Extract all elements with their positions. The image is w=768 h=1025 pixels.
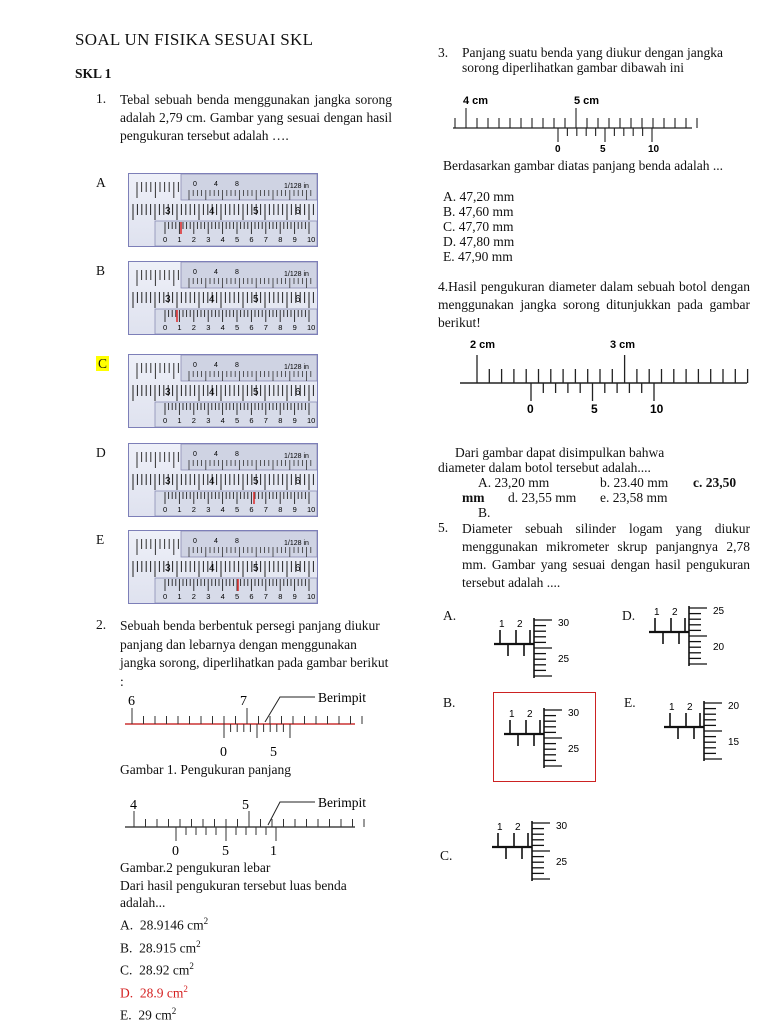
q4-option-c: c. 23,50 (693, 475, 737, 490)
main-scale-digit: 4 (209, 476, 215, 487)
vernier-digit: 9 (292, 505, 297, 514)
sleeve-label: 1 (499, 619, 505, 630)
q3-number: 3. (438, 45, 449, 60)
q4-main-3cm: 3 cm (610, 339, 636, 351)
vernier-digit: 7 (263, 505, 268, 514)
caliper-drawing (129, 531, 317, 603)
main-scale-digit: 5 (253, 476, 259, 487)
q5-micrometer-d (645, 600, 745, 680)
thimble-label: 25 (558, 654, 570, 665)
thimble-label: 20 (713, 642, 725, 653)
vernier-digit: 3 (206, 323, 211, 332)
q4-option-d: d. 23,55 mm (508, 490, 577, 505)
vernier-digit: 0 (163, 323, 168, 332)
main-scale-digit: 5 (253, 387, 259, 398)
vernier-digit: 8 (278, 235, 283, 244)
vernier-digit: 2 (191, 235, 196, 244)
sleeve-label: 1 (509, 709, 515, 720)
caliper-unit-label: 1/128 in (284, 271, 309, 278)
q3-text: Panjang suatu benda yang diukur dengan jangka sorong diperlihatkan gambar dibawah ini (462, 45, 723, 75)
caliper-unit-label: 1/128 in (284, 453, 309, 460)
vernier-digit: 6 (249, 416, 254, 425)
q4-vernier-5: 5 (591, 402, 598, 416)
top-scale-label: 4 (214, 451, 218, 458)
caliper-drawing (129, 262, 317, 334)
fig2-vernier-1: 1 (270, 844, 277, 859)
q1-caliper-image-a (128, 173, 318, 247)
sleeve-label: 2 (527, 709, 533, 720)
vernier-digit: 8 (278, 592, 283, 601)
option-exponent: 2 (183, 983, 188, 994)
q1-option-letter: D (96, 445, 106, 460)
q2-fig1-caption: Gambar 1. Pengukuran panjang (120, 762, 291, 777)
caliper-unit-label: 1/128 in (284, 540, 309, 547)
vernier-digit: 9 (292, 323, 297, 332)
vernier-digit: 4 (220, 323, 225, 332)
q5-option-e: E. (624, 695, 636, 710)
thimble-label: 30 (568, 708, 580, 719)
q2-number: 2. (96, 617, 107, 632)
q3-vernier-10: 10 (648, 144, 660, 155)
vernier-digit: 7 (263, 323, 268, 332)
vernier-digit: 5 (235, 323, 240, 332)
q3-option: E. 47,90 mm (443, 249, 513, 264)
q3-options (443, 189, 514, 264)
top-scale-label: 8 (235, 362, 239, 369)
sleeve-label: 1 (497, 822, 503, 833)
q4-text: 4.Hasil pengukuran diameter dalam sebuah botol dengan menggunakan jangka sorong ditunjukkan pada gambar berikut! (438, 279, 750, 330)
top-scale-label: 8 (235, 269, 239, 276)
option-exponent: 2 (189, 961, 194, 971)
q1-option-letter: B (96, 263, 106, 278)
q4-ticks (477, 355, 755, 401)
q1-option-letter: E (96, 532, 105, 547)
fig2-note: Berimpit (318, 795, 366, 810)
thimble-label: 20 (728, 701, 740, 712)
vernier-digit: 6 (249, 592, 254, 601)
q3-option: A. 47,20 mm (443, 189, 515, 204)
vernier-digit: 4 (220, 592, 225, 601)
q4-option-e: e. 23,58 mm (600, 490, 668, 505)
vernier-digit: 5 (235, 416, 240, 425)
thimble-label: 30 (558, 618, 570, 629)
main-scale-digit: 3 (165, 206, 171, 217)
option-exponent: 2 (203, 916, 209, 926)
vernier-digit: 6 (249, 505, 254, 514)
q5-option-d: D. (622, 608, 636, 623)
option-letter: E. (120, 1007, 132, 1023)
vernier-digit: 1 (177, 323, 182, 332)
vernier-digit: 3 (206, 592, 211, 601)
q3-caliper (450, 92, 700, 156)
top-scale-label: 0 (193, 181, 197, 188)
q2-option-e (120, 1002, 208, 1025)
q3-vernier-0: 0 (555, 144, 561, 155)
vernier-digit: 1 (177, 505, 182, 514)
top-scale-label: 4 (214, 181, 218, 188)
q5-option-c: C. (440, 848, 453, 863)
vernier-digit: 6 (249, 235, 254, 244)
q2-option-b (120, 935, 208, 958)
q4-option-c-unit: mm (462, 490, 485, 505)
vernier-digit: 1 (177, 592, 182, 601)
q4-main-2cm: 2 cm (470, 339, 496, 351)
q1-text: Tebal sebuah benda menggunakan jangka sorong adalah 2,79 cm. Gambar yang sesuai dengan hasil pengukuran tersebut adalah …. (120, 92, 392, 143)
thimble-label: 30 (556, 821, 568, 832)
top-scale-label: 8 (235, 538, 239, 545)
option-exponent: 2 (196, 938, 201, 949)
vernier-digit: 9 (292, 235, 297, 244)
q5-micrometer-e (660, 695, 760, 775)
q5-micrometer-a (490, 612, 590, 692)
main-scale-digit: 6 (295, 476, 301, 487)
vernier-digit: 10 (307, 592, 316, 601)
q3-main-5cm: 5 cm (574, 95, 600, 107)
vernier-digit: 4 (220, 235, 225, 244)
fig2-main-ticks (134, 811, 364, 841)
top-scale-label: 4 (214, 269, 218, 276)
vernier-digit: 9 (292, 416, 297, 425)
fig2-vernier-5: 5 (222, 844, 229, 859)
main-scale-digit: 6 (295, 387, 301, 398)
caliper-drawing (129, 355, 317, 427)
q3-main-4cm: 4 cm (463, 95, 489, 107)
q1-option-b (96, 263, 105, 279)
q4-option-a: A. 23,20 mm (478, 475, 550, 490)
main-scale-digit: 4 (209, 294, 215, 305)
vernier-digit: 2 (191, 592, 196, 601)
fig1-main-6: 6 (128, 694, 135, 709)
top-scale-label: 4 (214, 538, 218, 545)
fig2-pointer (268, 802, 315, 825)
vernier-digit: 1 (177, 416, 182, 425)
caliper-unit-label: 1/128 in (284, 364, 309, 371)
vernier-digit: 10 (307, 416, 316, 425)
thimble-label: 25 (556, 857, 568, 868)
q3-vernier-5: 5 (600, 144, 606, 155)
top-scale-label: 0 (193, 362, 197, 369)
sleeve-label: 2 (672, 607, 678, 618)
option-exponent: 2 (171, 1006, 177, 1016)
q2-option-a (120, 912, 208, 935)
q1-caliper-image-e (128, 530, 318, 604)
caliper-unit-label: 1/128 in (284, 183, 309, 190)
q5-number: 5. (438, 520, 449, 535)
vernier-digit: 8 (278, 505, 283, 514)
vernier-digit: 5 (235, 505, 240, 514)
q2-question: Dari hasil pengukuran tersebut luas benda adalah... (120, 878, 347, 910)
vernier-digit: 10 (307, 235, 316, 244)
q5-answer-box (493, 692, 596, 782)
fig1-pointer (265, 697, 315, 722)
option-letter: B. (120, 940, 133, 955)
vernier-digit: 6 (249, 323, 254, 332)
q5-micrometer-c (488, 815, 588, 895)
vernier-digit: 5 (235, 235, 240, 244)
q4-question-2: diameter dalam botol tersebut adalah.... (438, 460, 651, 475)
fig1-vernier-0: 0 (220, 745, 227, 760)
main-scale-digit: 5 (253, 563, 259, 574)
top-scale-label: 0 (193, 538, 197, 545)
q1-number: 1. (96, 91, 107, 106)
q1-option-letter: A (96, 175, 106, 190)
main-scale-digit: 5 (253, 294, 259, 305)
main-scale-digit: 6 (295, 563, 301, 574)
vernier-digit: 5 (235, 592, 240, 601)
vernier-digit: 4 (220, 416, 225, 425)
q1-caliper-image-b (128, 261, 318, 335)
q1-option-e (96, 532, 104, 548)
q1-option-a (96, 175, 106, 191)
q2-figure-1 (120, 690, 370, 760)
main-scale-digit: 3 (165, 294, 171, 305)
section-heading: SKL 1 (75, 66, 112, 81)
q2-option-d (120, 980, 208, 1003)
vernier-digit: 9 (292, 592, 297, 601)
sleeve-label: 2 (515, 822, 521, 833)
vernier-digit: 0 (163, 416, 168, 425)
vernier-digit: 3 (206, 235, 211, 244)
caliper-drawing (129, 444, 317, 516)
vernier-digit: 2 (191, 505, 196, 514)
fig1-note: Berimpit (318, 690, 366, 705)
main-scale-digit: 3 (165, 476, 171, 487)
main-scale-digit: 5 (253, 206, 259, 217)
page-title: SOAL UN FISIKA SESUAI SKL (75, 30, 314, 49)
q3-ticks (455, 108, 697, 142)
q3-option: B. 47,60 mm (443, 204, 514, 219)
sleeve-label: 1 (654, 607, 660, 618)
main-scale-digit: 4 (209, 387, 215, 398)
vernier-digit: 4 (220, 505, 225, 514)
vernier-digit: 0 (163, 592, 168, 601)
vernier-digit: 0 (163, 235, 168, 244)
vernier-digit: 2 (191, 416, 196, 425)
vernier-digit: 8 (278, 416, 283, 425)
option-value: 28.92 cm (139, 962, 190, 978)
fig1-main-ticks (132, 708, 362, 738)
main-scale-digit: 6 (295, 294, 301, 305)
q4-vernier-10: 10 (650, 402, 664, 416)
q1-caliper-image-c (128, 354, 318, 428)
top-scale-label: 0 (193, 451, 197, 458)
main-scale-digit: 3 (165, 563, 171, 574)
vernier-digit: 7 (263, 416, 268, 425)
q4-option-b: b. 23.40 mm (600, 475, 669, 490)
thimble-label: 15 (728, 737, 740, 748)
vernier-digit: 3 (206, 416, 211, 425)
vernier-digit: 1 (177, 235, 182, 244)
top-scale-label: 8 (235, 451, 239, 458)
q2-text: Sebuah benda berbentuk persegi panjang diukur panjang dan lebarnya dengan menggunakan jangka sorong, diperlihatkan pada gambar berikut : (120, 618, 389, 689)
option-value: 28.9146 cm (139, 917, 204, 933)
top-scale-label: 0 (193, 269, 197, 276)
q2-fig2-caption: Gambar.2 pengukuran lebar (120, 860, 271, 875)
q3-option: D. 47,80 mm (443, 234, 515, 249)
option-value: 29 cm (138, 1007, 172, 1023)
q3-question: Berdasarkan gambar diatas panjang benda adalah ... (443, 158, 724, 173)
q4-caliper (455, 333, 755, 423)
main-scale-digit: 4 (209, 563, 215, 574)
vernier-digit: 3 (206, 505, 211, 514)
q1-option-c (96, 356, 109, 372)
main-scale-digit: 4 (209, 206, 215, 217)
sleeve-label: 1 (669, 702, 675, 713)
q2-options (120, 912, 208, 1025)
top-scale-label: 4 (214, 362, 218, 369)
option-letter: D. (120, 985, 134, 1000)
option-value: 28.9 cm (139, 985, 184, 1000)
option-letter: A. (120, 917, 134, 933)
q5-option-b: B. (443, 695, 456, 710)
vernier-digit: 10 (307, 323, 316, 332)
q1-option-d (96, 445, 106, 461)
q1-caliper-image-d (128, 443, 318, 517)
sleeve-label: 2 (517, 619, 523, 630)
main-scale-digit: 3 (165, 387, 171, 398)
top-scale-label: 8 (235, 181, 239, 188)
fig1-vernier-5: 5 (270, 745, 277, 760)
fig2-main-4: 4 (130, 798, 137, 813)
caliper-drawing (129, 174, 317, 246)
q4-vernier-0: 0 (527, 402, 534, 416)
q3-option: C. 47,70 mm (443, 219, 514, 234)
option-letter: C. (120, 962, 133, 978)
main-scale-digit: 6 (295, 206, 301, 217)
vernier-digit: 7 (263, 592, 268, 601)
thimble-label: 25 (568, 744, 580, 755)
sleeve-label: 2 (687, 702, 693, 713)
q2-figure-2 (120, 795, 370, 860)
vernier-digit: 7 (263, 235, 268, 244)
vernier-digit: 8 (278, 323, 283, 332)
vernier-digit: 2 (191, 323, 196, 332)
q5-text: Diameter sebuah silinder logam yang diukur menggunakan mikrometer skrup panjangnya 2,78 mm. Gambar yang sesuai dengan hasil pengukuran tersebut adalah .... (462, 521, 750, 590)
q5-option-a: A. (443, 608, 457, 623)
q4-option-b-repeat: B. (478, 505, 491, 520)
fig2-vernier-0: 0 (172, 844, 179, 859)
q1-option-letter: C (98, 356, 108, 371)
fig1-main-7: 7 (240, 694, 247, 709)
q4-question-1: Dari gambar dapat disimpulkan bahwa (455, 445, 665, 460)
q2-option-c (120, 957, 208, 980)
vernier-digit: 10 (307, 505, 316, 514)
thimble-label: 25 (713, 606, 725, 617)
vernier-digit: 0 (163, 505, 168, 514)
option-value: 28.915 cm (139, 940, 197, 955)
fig2-main-5: 5 (242, 798, 249, 813)
